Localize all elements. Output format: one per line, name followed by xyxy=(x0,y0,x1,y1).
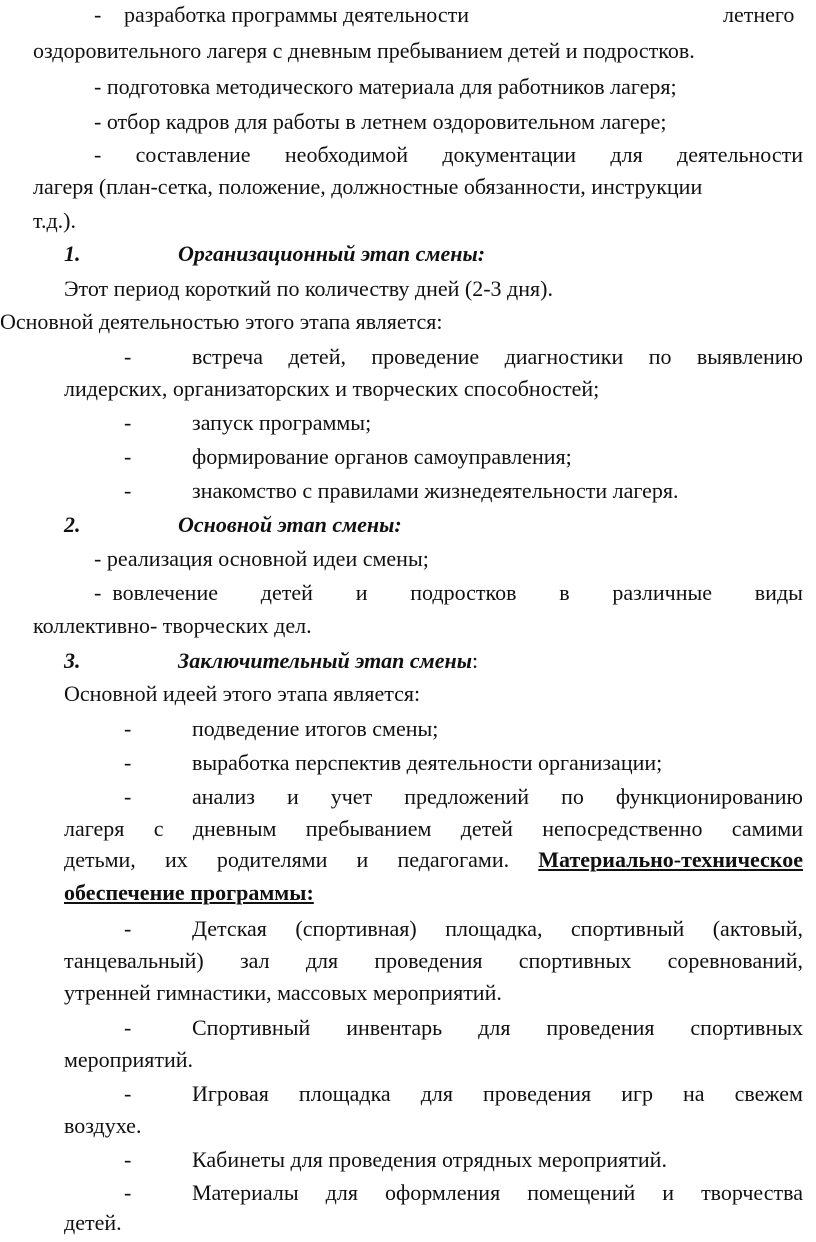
prep-line-6: лагеря (план-сетка, положение, должностные обязанности, инструкции xyxy=(33,174,703,199)
prep-l5-w5: деятельности xyxy=(677,142,803,167)
material-heading-part-2: обеспечение программы: xyxy=(64,880,314,905)
mat-i3-w2: для xyxy=(420,1081,454,1106)
mat-i2-w3: проведения xyxy=(546,1015,655,1040)
material-heading-part-1: Материально-техническое xyxy=(538,847,803,872)
final-b3-w4: по xyxy=(561,784,584,809)
org-title: Организационный этап смены: xyxy=(178,241,486,266)
mat-i1-line xyxy=(192,918,803,940)
mat-i1-l2-w5: соревнований, xyxy=(667,948,803,973)
mat-i3-w1: площадка xyxy=(298,1081,391,1106)
mat-i3-dash: - xyxy=(124,1081,132,1106)
prep-line-1-dash: - xyxy=(94,2,102,27)
main-b2-w2: и xyxy=(355,580,368,605)
final-b2-dash: - xyxy=(124,750,132,775)
org-b4: знакомство с правилами жизнедеятельности лагеря. xyxy=(192,478,679,503)
final-b3-l2-w1: с xyxy=(153,816,164,841)
mat-i4-dash: - xyxy=(124,1147,132,1172)
mat-i5-w4: и xyxy=(662,1180,675,1205)
org-b1-w3: диагностики xyxy=(504,344,624,369)
mat-i5-w1: для xyxy=(325,1180,358,1205)
final-b1-dash: - xyxy=(124,716,132,741)
prep-l5-w2: необходимой xyxy=(284,142,408,167)
mat-i4: Кабинеты для проведения отрядных мероприятий. xyxy=(192,1147,667,1172)
mat-i1-line-2 xyxy=(64,950,803,972)
mat-i5-dash: - xyxy=(124,1180,132,1205)
main-b2-w6: виды xyxy=(754,580,803,605)
final-b3-l2-w6: самими xyxy=(731,816,803,841)
mat-i1-l2-w4: спортивных xyxy=(518,948,632,973)
mat-i1-l2-w1: зал xyxy=(239,948,270,973)
mat-i2-w2: для xyxy=(478,1015,511,1040)
mat-i1-w3: спортивный xyxy=(570,916,685,941)
org-number: 1. xyxy=(64,241,81,266)
org-b3-dash: - xyxy=(124,444,132,469)
final-title-line xyxy=(178,650,478,672)
org-b1-w0: встреча xyxy=(192,344,263,369)
mat-i1-l2-w3: проведения xyxy=(374,948,483,973)
mat-i5-line-2: детей. xyxy=(64,1210,122,1235)
final-b3-l3-w4: педагогами. xyxy=(397,847,510,872)
mat-i1-w2: площадка, xyxy=(445,916,543,941)
main-title: Основной этап смены: xyxy=(178,512,402,537)
mat-i3-w5: на xyxy=(683,1081,705,1106)
mat-i2-line-2: мероприятий. xyxy=(64,1047,194,1072)
org-b1-line xyxy=(192,346,803,368)
mat-i3-w3: проведения xyxy=(483,1081,592,1106)
mat-i1-l2-w2: для xyxy=(305,948,339,973)
final-b3-l2-w3: пребыванием xyxy=(305,816,432,841)
mat-i1-w1: (спортивная) xyxy=(295,916,417,941)
mat-i3-w0: Игровая xyxy=(192,1081,269,1106)
mat-i3-line xyxy=(192,1083,803,1105)
mat-i3-w6: свежем xyxy=(734,1081,803,1106)
mat-i2-w0: Спортивный xyxy=(192,1015,311,1040)
main-b1: - реализация основной идеи смены; xyxy=(94,546,429,571)
prep-l5-w4: для xyxy=(610,142,643,167)
org-b4-dash: - xyxy=(124,478,132,503)
final-para-1: Основной идеей этого этапа является: xyxy=(64,681,421,706)
final-b3-dash: - xyxy=(124,784,132,809)
final-number: 3. xyxy=(64,648,81,673)
mat-i5-w0: Материалы xyxy=(192,1180,299,1205)
prep-line-1-text: разработка программы деятельности xyxy=(124,2,469,27)
mat-i2-line xyxy=(192,1017,803,1039)
org-para-2: Основной деятельностью этого этапа является: xyxy=(0,309,443,334)
main-b2-w0: - вовлечение xyxy=(94,580,218,605)
mat-i2-dash: - xyxy=(124,1015,132,1040)
prep-l5-w0: - xyxy=(94,142,102,167)
mat-i2-w4: спортивных xyxy=(690,1015,803,1040)
prep-line-2: оздоровительного лагеря с дневным пребыванием детей и подростков. xyxy=(33,38,695,63)
mat-i5-w5: творчества xyxy=(701,1180,803,1205)
org-b1-dash: - xyxy=(124,344,132,369)
final-b3-w1: и xyxy=(286,784,299,809)
final-b3-l2-w4: детей xyxy=(460,816,513,841)
prep-line-3: - подготовка методического материала для работников лагеря; xyxy=(94,74,677,99)
final-b3-l3-w3: и xyxy=(356,847,369,872)
prep-line-4: - отбор кадров для работы в летнем оздоровительном лагере; xyxy=(94,109,667,134)
final-b3-w0: анализ xyxy=(192,784,255,809)
mat-i1-w4: (актовый, xyxy=(712,916,803,941)
main-b2-line xyxy=(94,582,803,604)
mat-i1-dash: - xyxy=(124,916,132,941)
final-b3-l2-w0: лагеря xyxy=(64,816,125,841)
org-b1-cont: лидерских, организаторских и творческих способностей; xyxy=(64,376,600,401)
mat-i3-line-2: воздухе. xyxy=(64,1113,142,1138)
prep-l5-w3: документации xyxy=(442,142,577,167)
prep-l5-w1: составление xyxy=(135,142,251,167)
final-b3-line xyxy=(192,786,803,808)
final-b3-w3: предложений xyxy=(404,784,530,809)
final-b2: выработка перспектив деятельности организации; xyxy=(192,750,663,775)
final-b1: подведение итогов смены; xyxy=(192,716,439,741)
org-b1-w5: выявлению xyxy=(696,344,803,369)
mat-i5-w2: оформления xyxy=(384,1180,501,1205)
prep-line-1-end: летнего xyxy=(723,2,795,27)
main-b2-w1: детей xyxy=(260,580,313,605)
main-b2-w5: различные xyxy=(612,580,713,605)
main-number: 2. xyxy=(64,512,81,537)
org-b1-w4: по xyxy=(648,344,672,369)
final-b3-l2-w5: непосредственно xyxy=(542,816,703,841)
mat-i1-line-3: утренней гимнастики, массовых мероприятий. xyxy=(64,980,502,1005)
org-b1-w1: детей, xyxy=(288,344,346,369)
mat-i1-w0: Детская xyxy=(192,916,267,941)
prep-line-7: т.д.). xyxy=(33,208,76,233)
final-b3-line-2 xyxy=(64,818,803,840)
org-b3: формирование органов самоуправления; xyxy=(192,444,572,469)
final-b3-l3-w0: детьми, xyxy=(64,847,136,872)
main-b2-w4: в xyxy=(559,580,570,605)
final-b3-w2: учет xyxy=(330,784,373,809)
main-b2-cont: коллективно- творческих дел. xyxy=(33,613,312,638)
final-b3-w5: функционированию xyxy=(615,784,803,809)
mat-i1-l2-w0: танцевальный) xyxy=(64,948,204,973)
final-title: Заключительный этап смены xyxy=(178,648,472,673)
final-b3-line-3 xyxy=(64,849,803,871)
prep-line-5 xyxy=(94,144,803,166)
final-b3-l3-w2: родителями xyxy=(216,847,328,872)
mat-i5-w3: помещений xyxy=(527,1180,636,1205)
final-b3-l3-w1: их xyxy=(164,847,188,872)
mat-i5-line xyxy=(192,1182,803,1204)
mat-i3-w4: игр xyxy=(621,1081,653,1106)
main-b2-w3: подростков xyxy=(410,580,517,605)
final-title-colon: : xyxy=(472,648,479,673)
org-b1-w2: проведение xyxy=(371,344,480,369)
org-b2: запуск программы; xyxy=(192,410,372,435)
org-para-1: Этот период короткий по количеству дней (2-3 дня). xyxy=(64,276,553,301)
org-b2-dash: - xyxy=(124,410,132,435)
mat-i2-w1: инвентарь xyxy=(346,1015,443,1040)
final-b3-l2-w2: дневным xyxy=(192,816,277,841)
